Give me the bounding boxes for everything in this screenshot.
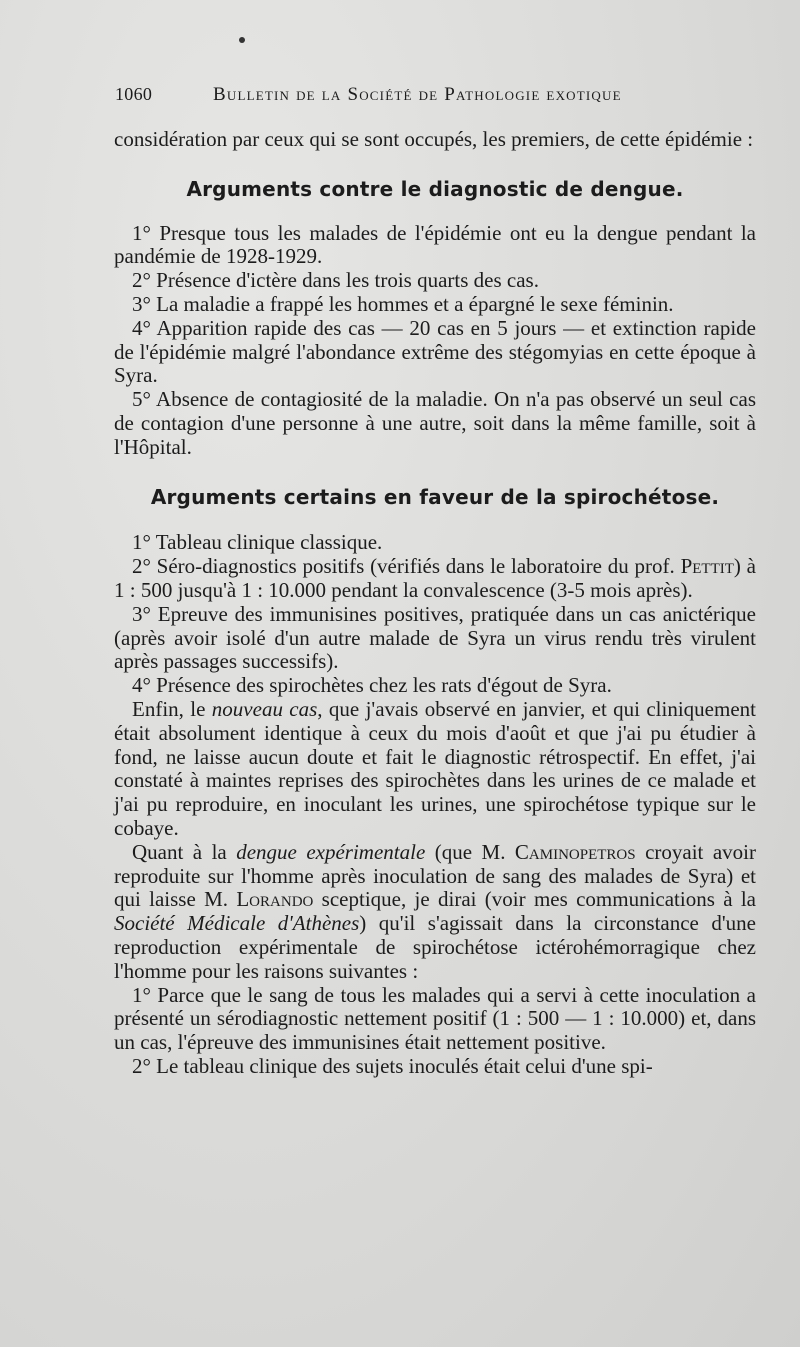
against-item-2: 2° Présence d'ictère dans les trois quarts des cas. [132,268,539,293]
against-item-5: 5° Absence de contagiosité de la maladie. On n'a pas observé un seul cas de contagion d'une personne à une autre, soit dans la même famille, soit à l'Hôpital. [114,387,756,459]
enfin-paragraph [114,698,756,841]
for-item-2 [114,555,756,603]
author-name-caminopetros: Caminopetros [514,839,636,864]
quant-text-d: sceptique, je dirai (voir mes communications à la [313,887,756,912]
heading-for-spirochetosis: Arguments certains en faveur de la spirochétose. [150,484,720,509]
against-item-3: 3° La maladie a frappé les hommes et a épargné le sexe féminin. [132,291,674,316]
heading-against-dengue: Arguments contre le diagnostic de dengue. [186,176,684,201]
author-name-pettit: Pettit [680,554,734,579]
against-item-1: 1° Presque tous les malades de l'épidémie ont eu la dengue pendant la pandémie de 1928-1929. [114,220,756,269]
quant-text-e: ) qu'il s'agissait dans la circonstance d'une reproduction expérimentale de spirochétose ictérohémorragique chez l'homme pour les raisons suivantes : [114,911,756,983]
author-name-lorando: Lorando [236,887,314,912]
quant-text-a: Quant à la [132,839,237,864]
reason-item-2: 2° Le tableau clinique des sujets inoculés était celui d'une spi- [132,1053,653,1078]
for-item-4: 4° Présence des spirochètes chez les rats d'égout de Syra. [132,673,612,698]
enfin-text-a: Enfin, le [132,696,212,721]
running-title: Bulletin de la Société de Pathologie exotique [213,84,622,105]
body-text [114,128,756,1079]
intro-paragraph: considération par ceux qui se sont occupés, les premiers, de cette épidémie : [114,127,754,151]
page-number: 1060 [115,84,153,104]
against-item-4: 4° Apparition rapide des cas — 20 cas en 5 jours — et extinction rapide de l'épidémie malgré l'abondance extrême des stégomyias en cette époque à Syra. [114,315,756,388]
quant-text-c: croyait avoir reproduite sur l'homme après inoculation de sang des malades de Syra) et qui laisse M. [114,839,756,912]
for-item-3: 3° Epreuve des immunisines positives, pratiquée dans un cas anictérique (après avoir isolé d'un autre malade de Syra un virus rendu très virulent après passages successifs). [114,601,756,674]
reason-item-1: 1° Parce que le sang de tous les malades qui a servi à cette inoculation a présenté un sérodiagnostic nettement positif (1 : 500 — 1 : 10.000) et, dans un cas, l'épreuve des immunisines était nettement positive. [114,982,756,1055]
quant-italic-1: dengue expérimentale [236,839,426,864]
for-item-2-text-b: ) à 1 : 500 jusqu'à 1 : 10.000 pendant la convalescence (3-5 mois après). [114,554,757,602]
ink-speck [239,37,245,43]
quant-italic-2: Société Médicale d'Athènes [114,911,360,936]
for-item-2-text-a: 2° Séro-diagnostics positifs (vérifiés dans le laboratoire du prof. [132,554,675,579]
quant-text-b: (que M. [425,839,515,864]
enfin-italic: nouveau cas [211,696,318,721]
enfin-text-b: , que j'avais observé en janvier, et qui cliniquement était absolument identique à ceux du mois d'août et que j'ai pu étudier à fond, ne laisse aucun doute et fait le diagnostic rétrospectif. En effet, j'ai constaté à maintes reprises des spirochètes dans les urines de ce malade et j'ai pu reproduire, en inoculant les urines, une spirochétose typique sur le cobaye. [114,696,756,840]
quant-paragraph [114,841,756,984]
for-item-1: 1° Tableau clinique classique. [132,530,383,555]
